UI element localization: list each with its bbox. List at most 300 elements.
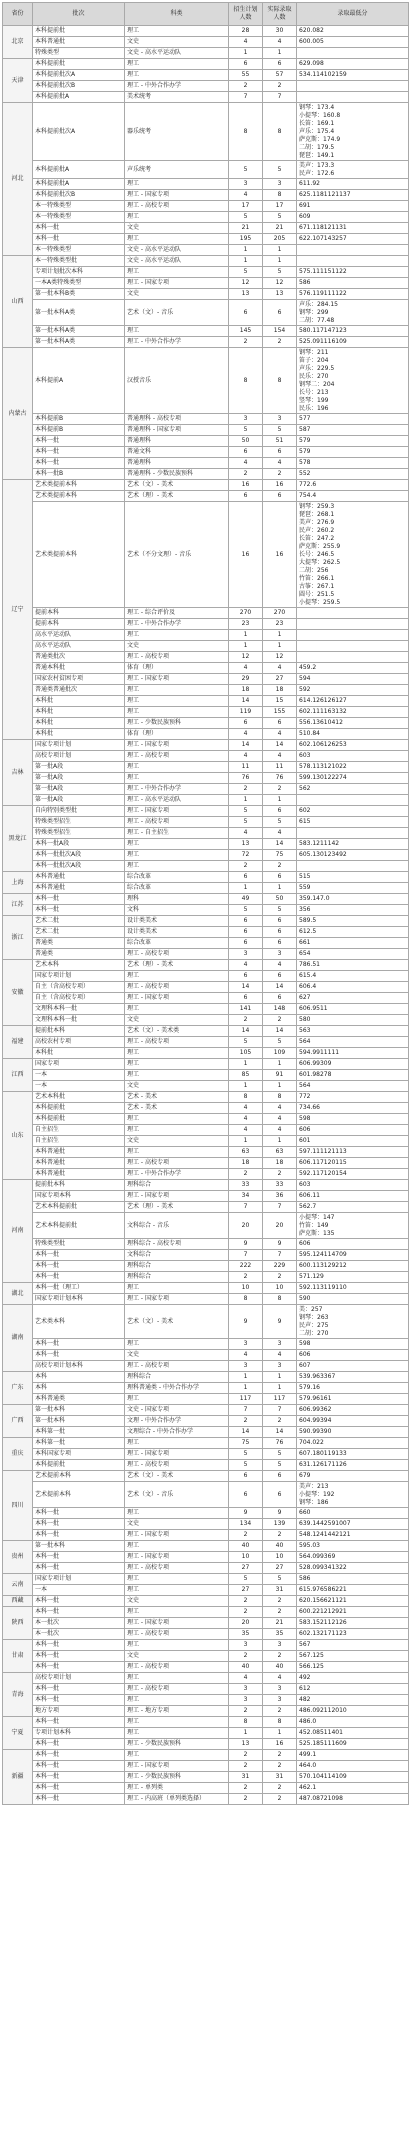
min-score-cell: 559 [297, 883, 409, 894]
min-score-cell: 578 [297, 458, 409, 469]
table-row [3, 1294, 409, 1305]
batch-cell: 本科提前批次B [33, 190, 125, 201]
actual-count-cell: 2 [263, 1783, 297, 1794]
plan-count-cell: 40 [229, 1541, 263, 1552]
table-row [3, 1350, 409, 1361]
batch-cell: 本科一批 [33, 905, 125, 916]
category-cell: 文史 [125, 37, 229, 48]
province-cell: 宁夏 [3, 1717, 33, 1750]
batch-cell: 本科一批 [33, 1519, 125, 1530]
batch-cell: 第一批A段 [33, 762, 125, 773]
batch-cell: 第一批A段 [33, 784, 125, 795]
category-cell: 理科普通类 - 中外合作办学 [125, 1383, 229, 1394]
table-row [3, 806, 409, 817]
plan-count-cell: 1 [229, 630, 263, 641]
table-row [3, 223, 409, 234]
plan-count-cell: 6 [229, 718, 263, 729]
category-cell: 理工 [125, 1283, 229, 1294]
batch-cell: 自主招生 [33, 1125, 125, 1136]
table-row [3, 707, 409, 718]
min-score-cell: 594.9911111 [297, 1048, 409, 1059]
min-score-cell: 589.5 [297, 916, 409, 927]
category-cell: 文科综合 - 音乐 [125, 1213, 229, 1239]
batch-cell: 本一特殊类型 [33, 212, 125, 223]
batch-cell: 本科一批 [33, 1508, 125, 1519]
batch-cell: 本科一批 [33, 1552, 125, 1563]
min-score-cell: 566.125 [297, 1662, 409, 1673]
batch-cell: 本科提前批次A [33, 70, 125, 81]
min-score-cell: 598 [297, 1339, 409, 1350]
table-row [3, 1662, 409, 1673]
category-cell: 理工 [125, 1438, 229, 1449]
min-score-cell: 612 [297, 1684, 409, 1695]
category-cell: 文史 [125, 641, 229, 652]
plan-count-cell: 28 [229, 26, 263, 37]
actual-count-cell: 17 [263, 201, 297, 212]
min-score-cell: 534.114102159 [297, 70, 409, 81]
plan-count-cell: 18 [229, 685, 263, 696]
province-cell: 广西 [3, 1405, 33, 1438]
actual-count-cell: 2 [263, 1272, 297, 1283]
category-cell: 理工 - 高校专项 [125, 1037, 229, 1048]
batch-cell: 提前批本科 [33, 1026, 125, 1037]
plan-count-cell: 4 [229, 1673, 263, 1684]
plan-count-cell: 6 [229, 927, 263, 938]
batch-cell: 本科一批 [33, 223, 125, 234]
actual-count-cell: 5 [263, 1449, 297, 1460]
plan-count-cell: 4 [229, 37, 263, 48]
actual-count-cell: 40 [263, 1662, 297, 1673]
actual-count-cell: 1 [263, 1136, 297, 1147]
batch-cell: 本科普通批 [33, 1158, 125, 1169]
min-score-cell: 577 [297, 414, 409, 425]
category-cell: 理工 - 国家专项 [125, 1552, 229, 1563]
plan-count-cell: 14 [229, 1026, 263, 1037]
batch-cell: 本科提前批 [33, 1460, 125, 1471]
category-cell: 理工 [125, 1541, 229, 1552]
category-cell: 理工 - 少数民族预科 [125, 1772, 229, 1783]
batch-cell: 普通类 [33, 949, 125, 960]
actual-count-cell: 76 [263, 773, 297, 784]
batch-cell: 本科一批 [33, 1772, 125, 1783]
plan-count-cell: 1 [229, 245, 263, 256]
min-score-cell: 552 [297, 469, 409, 480]
table-row [3, 1750, 409, 1761]
min-score-cell: 小提琴：147 竹笛：149 萨克斯：135 [297, 1213, 409, 1239]
min-score-cell: 607 [297, 1361, 409, 1372]
batch-cell: 本科国家专项 [33, 1449, 125, 1460]
batch-cell: 第一批本科B类 [33, 289, 125, 300]
header-plan-count: 招生计划人数 [229, 3, 263, 26]
batch-cell: 本科提前B [33, 414, 125, 425]
min-score-cell [297, 48, 409, 59]
table-row [3, 784, 409, 795]
batch-cell: 本科一批 [33, 1739, 125, 1750]
min-score-cell: 606 [297, 1350, 409, 1361]
province-cell: 四川 [3, 1471, 33, 1541]
table-row [3, 1482, 409, 1508]
plan-count-cell: 6 [229, 971, 263, 982]
plan-count-cell: 27 [229, 1563, 263, 1574]
category-cell: 理工 [125, 1070, 229, 1081]
actual-count-cell: 4 [263, 1673, 297, 1684]
batch-cell: 本科一批 [33, 447, 125, 458]
actual-count-cell: 16 [263, 502, 297, 608]
category-cell: 理工 - 高水平运动队 [125, 795, 229, 806]
category-cell: 艺术 - 美术 [125, 1103, 229, 1114]
min-score-cell: 592.113119110 [297, 1283, 409, 1294]
province-cell: 贵州 [3, 1541, 33, 1574]
batch-cell: 本科提前B [33, 425, 125, 436]
plan-count-cell: 2 [229, 1596, 263, 1607]
table-row [3, 751, 409, 762]
plan-count-cell: 6 [229, 59, 263, 70]
actual-count-cell: 7 [263, 92, 297, 103]
category-cell: 美术统考 [125, 92, 229, 103]
min-score-cell: 571.129 [297, 1272, 409, 1283]
category-cell: 理工 [125, 1750, 229, 1761]
province-cell: 江苏 [3, 894, 33, 916]
min-score-cell: 603 [297, 1180, 409, 1191]
province-cell: 河北 [3, 103, 33, 256]
plan-count-cell: 3 [229, 1695, 263, 1706]
min-score-cell: 594 [297, 674, 409, 685]
batch-cell: 本科普通批 [33, 1169, 125, 1180]
category-cell: 理工 [125, 696, 229, 707]
category-cell: 理工 [125, 762, 229, 773]
table-row [3, 1158, 409, 1169]
min-score-cell: 600.005 [297, 37, 409, 48]
batch-cell: 本科普通批 [33, 37, 125, 48]
table-row [3, 1519, 409, 1530]
plan-count-cell: 2 [229, 1530, 263, 1541]
min-score-cell: 625.1181121137 [297, 190, 409, 201]
plan-count-cell: 5 [229, 1449, 263, 1460]
min-score-cell [297, 641, 409, 652]
batch-cell: 高校农村专项 [33, 1037, 125, 1048]
plan-count-cell: 49 [229, 894, 263, 905]
plan-count-cell: 12 [229, 652, 263, 663]
category-cell: 理工 - 高校专项 [125, 1563, 229, 1574]
plan-count-cell: 1 [229, 883, 263, 894]
category-cell: 艺术（文）- 音乐 [125, 300, 229, 326]
category-cell: 理工 [125, 1004, 229, 1015]
category-cell: 普通理科 - 高校专项 [125, 414, 229, 425]
batch-cell: 本科一批 [33, 1596, 125, 1607]
actual-count-cell: 2 [263, 1015, 297, 1026]
actual-count-cell: 36 [263, 1191, 297, 1202]
table-row [3, 326, 409, 337]
plan-count-cell: 5 [229, 1460, 263, 1471]
actual-count-cell: 1 [263, 48, 297, 59]
province-cell: 黑龙江 [3, 806, 33, 872]
actual-count-cell: 21 [263, 1618, 297, 1629]
batch-cell: 本科一批 [33, 1250, 125, 1261]
table-row [3, 26, 409, 37]
table-body [3, 26, 409, 1805]
batch-cell: 本科一批 [33, 436, 125, 447]
min-score-cell: 639.1442591007 [297, 1519, 409, 1530]
table-row [3, 1114, 409, 1125]
batch-cell: 本科一批 [33, 1761, 125, 1772]
min-score-cell: 567 [297, 1640, 409, 1651]
table-row [3, 59, 409, 70]
plan-count-cell: 29 [229, 674, 263, 685]
min-score-cell: 606.11 [297, 1191, 409, 1202]
actual-count-cell: 229 [263, 1261, 297, 1272]
table-row [3, 1250, 409, 1261]
batch-cell: 本科批 [33, 1048, 125, 1059]
plan-count-cell: 2 [229, 1015, 263, 1026]
table-row [3, 1394, 409, 1405]
table-row [3, 740, 409, 751]
table-row [3, 1191, 409, 1202]
min-score-cell: 597.111121113 [297, 1147, 409, 1158]
actual-count-cell: 9 [263, 1239, 297, 1250]
batch-cell: 本科第一批 [33, 1427, 125, 1438]
plan-count-cell: 2 [229, 1761, 263, 1772]
table-row [3, 1673, 409, 1684]
actual-count-cell: 6 [263, 971, 297, 982]
batch-cell: 本科提前批A [33, 179, 125, 190]
plan-count-cell: 27 [229, 1585, 263, 1596]
batch-cell: 本科提前批A [33, 92, 125, 103]
batch-cell: 本科一批 [33, 1651, 125, 1662]
actual-count-cell: 5 [263, 212, 297, 223]
plan-count-cell: 9 [229, 1508, 263, 1519]
table-row [3, 1728, 409, 1739]
actual-count-cell: 154 [263, 326, 297, 337]
batch-cell: 本一特殊类型批 [33, 256, 125, 267]
batch-cell: 第一批本科A类 [33, 300, 125, 326]
table-row [3, 92, 409, 103]
category-cell: 理科综合 [125, 1272, 229, 1283]
plan-count-cell: 1 [229, 1136, 263, 1147]
min-score-cell: 515 [297, 872, 409, 883]
plan-count-cell: 5 [229, 905, 263, 916]
category-cell: 艺术（文）- 美术 [125, 480, 229, 491]
table-row [3, 161, 409, 179]
batch-cell: 本科普通类 [33, 1394, 125, 1405]
table-row [3, 1059, 409, 1070]
actual-count-cell: 10 [263, 1552, 297, 1563]
province-cell: 辽宁 [3, 480, 33, 740]
plan-count-cell: 85 [229, 1070, 263, 1081]
min-score-cell: 510.84 [297, 729, 409, 740]
batch-cell: 高校专项计划本科 [33, 1361, 125, 1372]
category-cell: 理工 - 高校专项 [125, 1361, 229, 1372]
batch-cell: 本科第一批 [33, 1438, 125, 1449]
min-score-cell: 359.147.0 [297, 894, 409, 905]
admission-score-sheet [2, 2, 408, 1805]
batch-cell: 本一特殊类型 [33, 245, 125, 256]
category-cell: 理工 - 高校专项 [125, 1158, 229, 1169]
category-cell: 理科综合 [125, 1261, 229, 1272]
actual-count-cell: 3 [263, 1695, 297, 1706]
category-cell: 综合改革 [125, 938, 229, 949]
min-score-cell: 629.098 [297, 59, 409, 70]
table-row [3, 179, 409, 190]
batch-cell: 本科一批 [33, 1530, 125, 1541]
table-row [3, 1239, 409, 1250]
plan-count-cell: 50 [229, 436, 263, 447]
actual-count-cell: 18 [263, 685, 297, 696]
min-score-cell [297, 652, 409, 663]
province-cell: 陕西 [3, 1607, 33, 1640]
category-cell: 普通理科 - 国家专项 [125, 425, 229, 436]
category-cell: 理工 - 中外合作办学 [125, 337, 229, 348]
plan-count-cell: 2 [229, 1794, 263, 1805]
min-score-cell: 627 [297, 993, 409, 1004]
actual-count-cell: 6 [263, 927, 297, 938]
province-cell: 山东 [3, 1092, 33, 1180]
min-score-cell: 564 [297, 1081, 409, 1092]
batch-cell: 专项计划本科 [33, 1728, 125, 1739]
actual-count-cell: 16 [263, 1739, 297, 1750]
table-row [3, 850, 409, 861]
province-cell: 江西 [3, 1059, 33, 1092]
plan-count-cell: 4 [229, 1114, 263, 1125]
plan-count-cell: 13 [229, 1739, 263, 1750]
table-row [3, 861, 409, 872]
min-score-cell [297, 828, 409, 839]
min-score-cell: 575.111151122 [297, 267, 409, 278]
category-cell: 理工 [125, 971, 229, 982]
category-cell: 理工 - 国家专项 [125, 740, 229, 751]
plan-count-cell: 2 [229, 469, 263, 480]
category-cell: 理工 [125, 773, 229, 784]
category-cell: 文科 [125, 905, 229, 916]
min-score-cell: 美声：213 小提琴：192 钢琴：186 [297, 1482, 409, 1508]
category-cell: 理工 - 国家专项 [125, 278, 229, 289]
category-cell: 理工 [125, 1640, 229, 1651]
category-cell: 体育（理） [125, 729, 229, 740]
actual-count-cell: 14 [263, 982, 297, 993]
actual-count-cell: 6 [263, 938, 297, 949]
min-score-cell: 548.1241442121 [297, 1530, 409, 1541]
category-cell: 综合改革 [125, 872, 229, 883]
actual-count-cell: 2 [263, 469, 297, 480]
category-cell: 理工 - 少数民族预科 [125, 718, 229, 729]
min-score-cell [297, 256, 409, 267]
plan-count-cell: 4 [229, 663, 263, 674]
plan-count-cell: 6 [229, 916, 263, 927]
category-cell: 理科综合 [125, 1372, 229, 1383]
plan-count-cell: 5 [229, 1037, 263, 1048]
min-score-cell: 美：257 钢琴：263 民声：275 二胡：270 [297, 1305, 409, 1339]
batch-cell: 一本A类特殊类型 [33, 278, 125, 289]
min-score-cell: 580 [297, 1015, 409, 1026]
min-score-cell: 钢琴：211 笛子：204 声乐：229.5 民乐：270 钢琴二：204 长号：213 竖琴：199 民乐：196 [297, 348, 409, 414]
actual-count-cell: 6 [263, 1482, 297, 1508]
batch-cell: 本科一批 [33, 458, 125, 469]
table-row [3, 48, 409, 59]
actual-count-cell: 13 [263, 289, 297, 300]
table-row [3, 1530, 409, 1541]
table-row [3, 1092, 409, 1103]
table-row [3, 491, 409, 502]
category-cell: 理科综合 [125, 1180, 229, 1191]
min-score-cell: 487.08721098 [297, 1794, 409, 1805]
actual-count-cell: 27 [263, 674, 297, 685]
table-row [3, 70, 409, 81]
min-score-cell: 661 [297, 938, 409, 949]
batch-cell: 国家专项本科 [33, 1191, 125, 1202]
table-row [3, 641, 409, 652]
min-score-cell: 声乐：284.15 钢琴：299 二胡：77.48 [297, 300, 409, 326]
min-score-cell: 606.9511 [297, 1004, 409, 1015]
batch-cell: 艺术提前本科 [33, 1482, 125, 1508]
table-row [3, 696, 409, 707]
batch-cell: 本科一批 [33, 1684, 125, 1695]
table-row [3, 502, 409, 608]
plan-count-cell: 75 [229, 1438, 263, 1449]
plan-count-cell: 9 [229, 1239, 263, 1250]
plan-count-cell: 3 [229, 179, 263, 190]
actual-count-cell: 2 [263, 1416, 297, 1427]
category-cell: 艺术（理）- 美术 [125, 1202, 229, 1213]
min-score-cell: 563 [297, 1026, 409, 1037]
actual-count-cell: 6 [263, 1471, 297, 1482]
category-cell: 理科 [125, 894, 229, 905]
actual-count-cell: 5 [263, 1037, 297, 1048]
table-row [3, 234, 409, 245]
actual-count-cell: 2 [263, 1651, 297, 1662]
min-score-cell: 452.08511401 [297, 1728, 409, 1739]
plan-count-cell: 2 [229, 1272, 263, 1283]
actual-count-cell: 8 [263, 1294, 297, 1305]
min-score-cell: 579 [297, 436, 409, 447]
table-row [3, 1136, 409, 1147]
actual-count-cell: 2 [263, 1706, 297, 1717]
batch-cell: 提前批本科 [33, 1180, 125, 1191]
min-score-cell: 604.99394 [297, 1416, 409, 1427]
plan-count-cell: 35 [229, 1629, 263, 1640]
batch-cell: 本科一批（理工） [33, 1283, 125, 1294]
min-score-cell: 539.963367 [297, 1372, 409, 1383]
plan-count-cell: 119 [229, 707, 263, 718]
table-row [3, 905, 409, 916]
plan-count-cell: 8 [229, 1294, 263, 1305]
actual-count-cell: 6 [263, 806, 297, 817]
min-score-cell [297, 619, 409, 630]
actual-count-cell: 4 [263, 960, 297, 971]
plan-count-cell: 1 [229, 1372, 263, 1383]
table-row [3, 949, 409, 960]
table-row [3, 1202, 409, 1213]
plan-count-cell: 105 [229, 1048, 263, 1059]
table-row [3, 1449, 409, 1460]
category-cell: 理工 - 中外合作办学 [125, 784, 229, 795]
batch-cell: 本科普通批 [33, 883, 125, 894]
actual-count-cell: 30 [263, 26, 297, 37]
table-row [3, 201, 409, 212]
category-cell: 理工 - 中外合作办学 [125, 81, 229, 92]
plan-count-cell: 17 [229, 201, 263, 212]
min-score-cell: 605.130123492 [297, 850, 409, 861]
plan-count-cell: 195 [229, 234, 263, 245]
province-cell: 西藏 [3, 1596, 33, 1607]
actual-count-cell: 50 [263, 894, 297, 905]
table-row [3, 828, 409, 839]
batch-cell: 本科一批 [33, 1350, 125, 1361]
actual-count-cell: 51 [263, 436, 297, 447]
actual-count-cell: 8 [263, 1092, 297, 1103]
batch-cell: 本科提前批 [33, 1114, 125, 1125]
min-score-cell: 482 [297, 1695, 409, 1706]
category-cell: 器乐统考 [125, 103, 229, 161]
category-cell: 文史 [125, 1136, 229, 1147]
